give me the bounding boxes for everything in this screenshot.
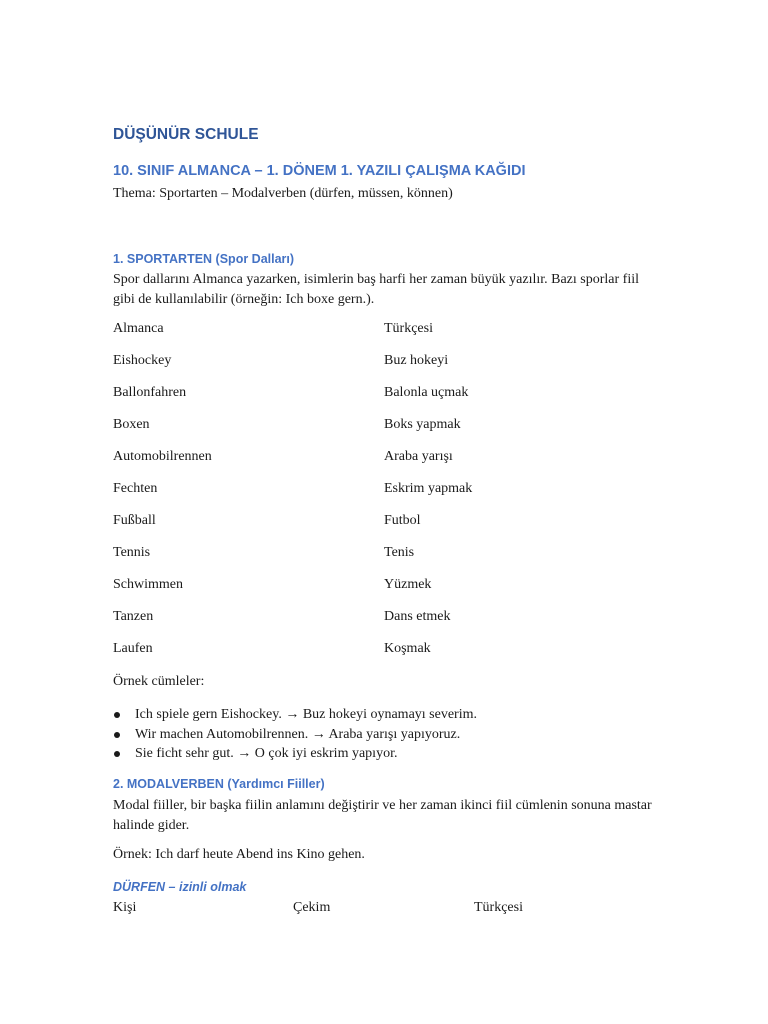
german-word: Ballonfahren [113, 385, 187, 400]
german-word: Fußball [113, 513, 156, 528]
example-sentence-text: Sie ficht sehr gut. → O çok iyi eskrim yapıyor. [135, 746, 398, 761]
column-header-german: Almanca [113, 321, 164, 336]
german-word: Automobilrennen [113, 449, 212, 464]
vocabulary-row [113, 513, 658, 545]
german-word: Boxen [113, 417, 150, 432]
column-header-turkish: Türkçesi [384, 321, 433, 336]
german-word: Eishockey [113, 353, 172, 368]
column-header-person: Kişi [113, 900, 137, 915]
bullet-icon [114, 732, 120, 738]
vocabulary-row [113, 609, 658, 641]
vocabulary-header-row [113, 321, 658, 353]
bullet-icon [114, 712, 120, 718]
vocabulary-row [113, 385, 658, 417]
german-word: Fechten [113, 481, 158, 496]
example-sentence-list [113, 705, 477, 764]
turkish-word: Boks yapmak [384, 417, 461, 432]
bullet-icon [114, 751, 120, 757]
example-sentence-text: Ich spiele gern Eishockey. → Buz hokeyi oynamayı severim. [135, 707, 477, 722]
turkish-word: Buz hokeyi [384, 353, 449, 368]
durfen-heading: DÜRFEN – izinli olmak [113, 880, 247, 894]
section-heading-sportarten: 1. SPORTARTEN (Spor Dalları) [113, 252, 295, 266]
vocabulary-row [113, 417, 658, 449]
vocabulary-row [113, 577, 658, 609]
vocabulary-row [113, 449, 658, 481]
turkish-word: Araba yarışı [384, 449, 453, 464]
modalverben-example: Örnek: Ich darf heute Abend ins Kino gehen. [113, 847, 365, 862]
vocabulary-row [113, 545, 658, 577]
turkish-word: Eskrim yapmak [384, 481, 473, 496]
turkish-word: Dans etmek [384, 609, 451, 624]
vocabulary-table [113, 321, 658, 673]
section-heading-modalverben: 2. MODALVERBEN (Yardımcı Fiiller) [113, 777, 325, 791]
column-header-translation: Türkçesi [474, 900, 523, 915]
vocabulary-row [113, 481, 658, 513]
turkish-word: Yüzmek [384, 577, 432, 592]
german-word: Tennis [113, 545, 151, 560]
example-sentence [113, 725, 477, 745]
vocabulary-row [113, 353, 658, 385]
conjugation-header-row [113, 900, 658, 920]
vocabulary-row [113, 641, 658, 673]
school-name: DÜŞÜNÜR SCHULE [113, 126, 259, 143]
example-sentence [113, 744, 477, 764]
column-header-form: Çekim [293, 900, 331, 915]
examples-label: Örnek cümleler: [113, 674, 205, 689]
example-sentence-text: Wir machen Automobilrennen. → Araba yarışı yapıyoruz. [135, 726, 461, 742]
sportarten-intro: Spor dallarını Almanca yazarken, isimlerin baş harfi her zaman büyük yazılır. Bazı sporlar fiil gibi de kullanılabilir (örneğin: Ich boxe gern.). [113, 272, 639, 307]
modalverben-intro: Modal fiiller, bir başka fiilin anlamını değiştirir ve her zaman ikinci fiil cümlenin sonuna mastar halinde gider. [113, 798, 652, 833]
turkish-word: Futbol [384, 513, 421, 528]
turkish-word: Koşmak [384, 641, 431, 656]
worksheet-title: 10. SINIF ALMANCA – 1. DÖNEM 1. YAZILI ÇALIŞMA KAĞIDI [113, 163, 526, 179]
german-word: Laufen [113, 641, 153, 656]
german-word: Schwimmen [113, 577, 183, 592]
example-sentence [113, 705, 477, 725]
theme-line: Thema: Sportarten – Modalverben (dürfen, müssen, können) [113, 186, 453, 201]
german-word: Tanzen [113, 609, 154, 624]
turkish-word: Balonla uçmak [384, 385, 469, 400]
turkish-word: Tenis [384, 545, 415, 560]
